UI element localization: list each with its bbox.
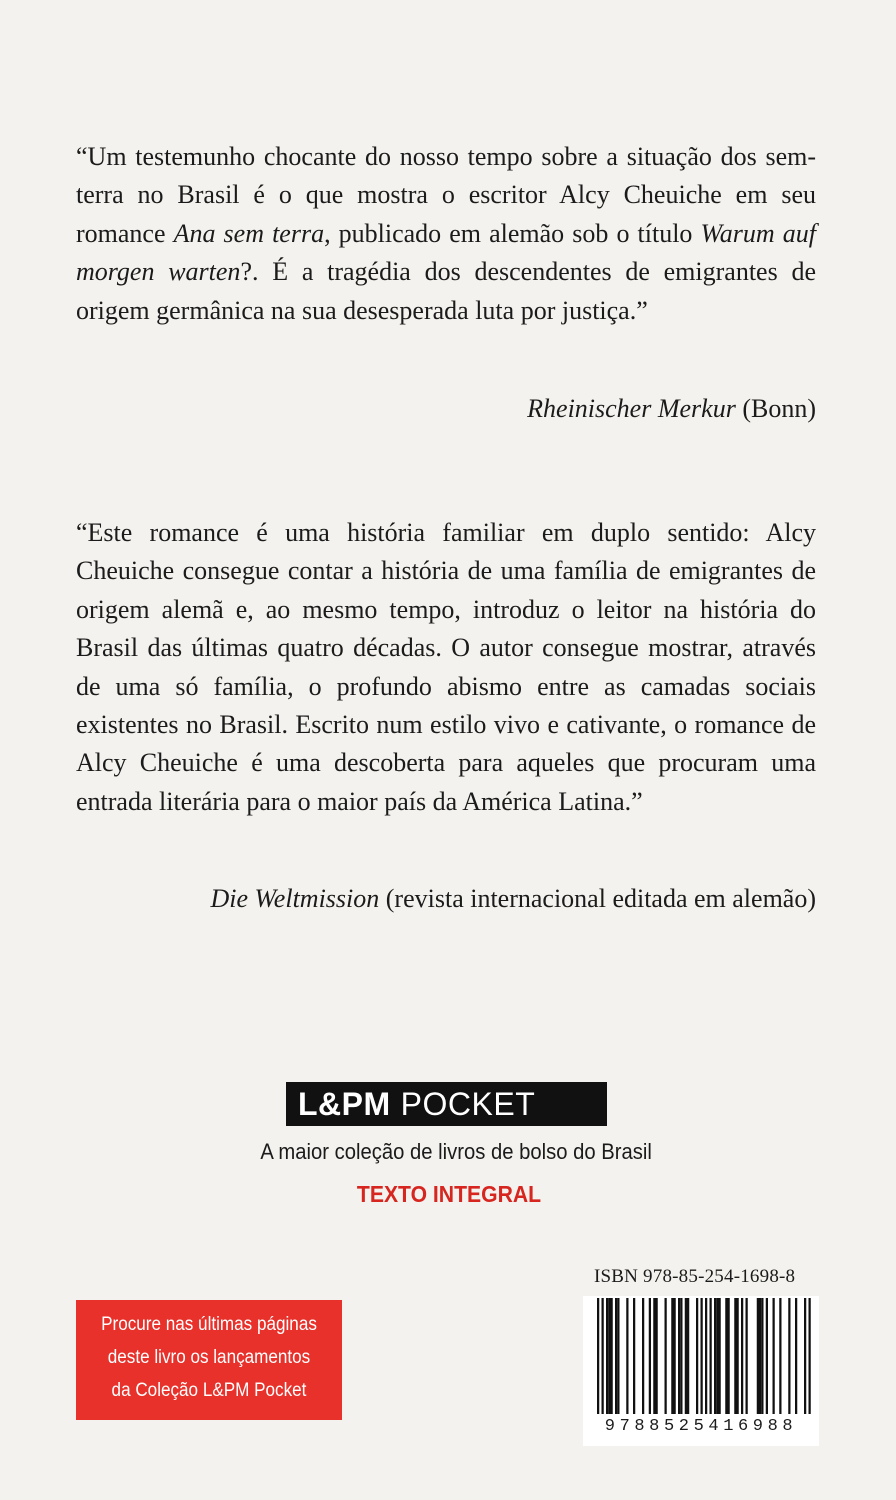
barcode-bar: [759, 1298, 761, 1414]
barcode-bar: [746, 1298, 748, 1414]
barcode-bar: [737, 1298, 739, 1414]
barcode-bar: [653, 1298, 655, 1414]
attribution-2: [211, 880, 817, 918]
promo-line-3: da Coleção L&PM Pocket: [111, 1380, 307, 1401]
barcode-bar: [606, 1298, 608, 1414]
barcode-bar: [626, 1298, 628, 1414]
promo-line-1: Procure nas últimas páginas: [101, 1314, 317, 1335]
attribution-2-note: (revista internacional editada em alemão): [385, 884, 816, 913]
barcode-bar: [671, 1298, 673, 1414]
german-title-italic: Warum auf morgen warten: [76, 218, 817, 287]
isbn-label: ISBN 978-85-254-1698-8: [594, 1266, 796, 1287]
quote-2: “Este romance é uma história familiar em duplo sentido: Alcy Cheuiche consegue contar a história de uma família de emigrantes de origem alemã e, ao mesmo tempo, introduz o leitor na história do Brasil das últimas quatro décadas. O autor consegue mostrar, através de uma só família, o profundo abismo entre as camadas sociais existentes no Brasil. Escrito num estilo vivo e cativante, o romance de Alcy Cheuiche é uma descoberta para aqueles que procuram uma entrada literária para o maior país da América Latina.”: [76, 518, 816, 816]
barcode-bar: [766, 1298, 768, 1414]
barcode-bar: [617, 1298, 619, 1414]
barcode-bar: [773, 1298, 775, 1414]
barcode-bar: [795, 1298, 797, 1414]
publisher-logo-light: POCKET: [400, 1085, 536, 1122]
barcode-bar: [608, 1298, 610, 1414]
barcode: [583, 1296, 819, 1446]
attribution-1-place: (Bonn): [742, 394, 816, 423]
barcode-bar: [680, 1298, 682, 1414]
attribution-2-source: Die Weltmission: [210, 884, 380, 913]
attribution-1: [527, 390, 816, 428]
publisher-logo-bold: L&PM: [298, 1085, 391, 1122]
barcode-bar: [710, 1298, 712, 1414]
quote-1-text-end: ?. É a tragédia dos descendentes de emigrantes de origem germânica na sua desesperada luta por justiça.”: [76, 257, 816, 325]
barcode-bar: [719, 1298, 721, 1414]
quote-1-text-start: “Um testemunho chocante do nosso tempo sobre a situação dos sem-terra no Brasil é o que mostra o escritor Alcy Cheuiche em seu romance: [76, 142, 816, 248]
publisher-logo: [286, 1082, 607, 1126]
barcode-bar: [656, 1298, 658, 1414]
barcode-bar: [788, 1298, 790, 1414]
barcode-bar: [728, 1298, 730, 1414]
barcode-bar: [642, 1298, 644, 1414]
barcode-bar: [615, 1298, 617, 1414]
barcode-digits: 9788525416988: [583, 1414, 819, 1440]
barcode-bar: [633, 1298, 635, 1414]
barcode-bar: [611, 1298, 613, 1414]
promo-line-2: deste livro os lançamentos: [107, 1347, 311, 1368]
promo-box: [76, 1300, 342, 1420]
barcode-bar: [687, 1298, 689, 1414]
collection-tagline: A maior coleção de livros de bolso do Brasil: [260, 1139, 652, 1164]
barcode-bar: [734, 1298, 736, 1414]
book-title-italic: Ana sem terra: [173, 218, 325, 248]
quote-1: [76, 138, 816, 330]
attribution-1-source: Rheinischer Merkur: [527, 394, 736, 423]
barcode-bar: [678, 1298, 680, 1414]
barcode-bar: [714, 1298, 716, 1414]
barcode-bar: [649, 1298, 651, 1414]
quote-1-text-mid: , publicado em alemão sob o título: [324, 218, 701, 248]
barcode-bar: [725, 1298, 727, 1414]
barcode-bar: [757, 1298, 759, 1414]
barcode-bar: [716, 1298, 718, 1414]
barcode-bar: [779, 1298, 781, 1414]
barcode-bar: [665, 1298, 667, 1414]
barcode-bar: [761, 1298, 763, 1414]
barcode-bar: [741, 1298, 743, 1414]
barcode-bar: [685, 1298, 687, 1414]
barcode-bar: [674, 1298, 676, 1414]
barcode-bar: [696, 1298, 698, 1414]
texto-integral-label: TEXTO INTEGRAL: [356, 1181, 542, 1207]
